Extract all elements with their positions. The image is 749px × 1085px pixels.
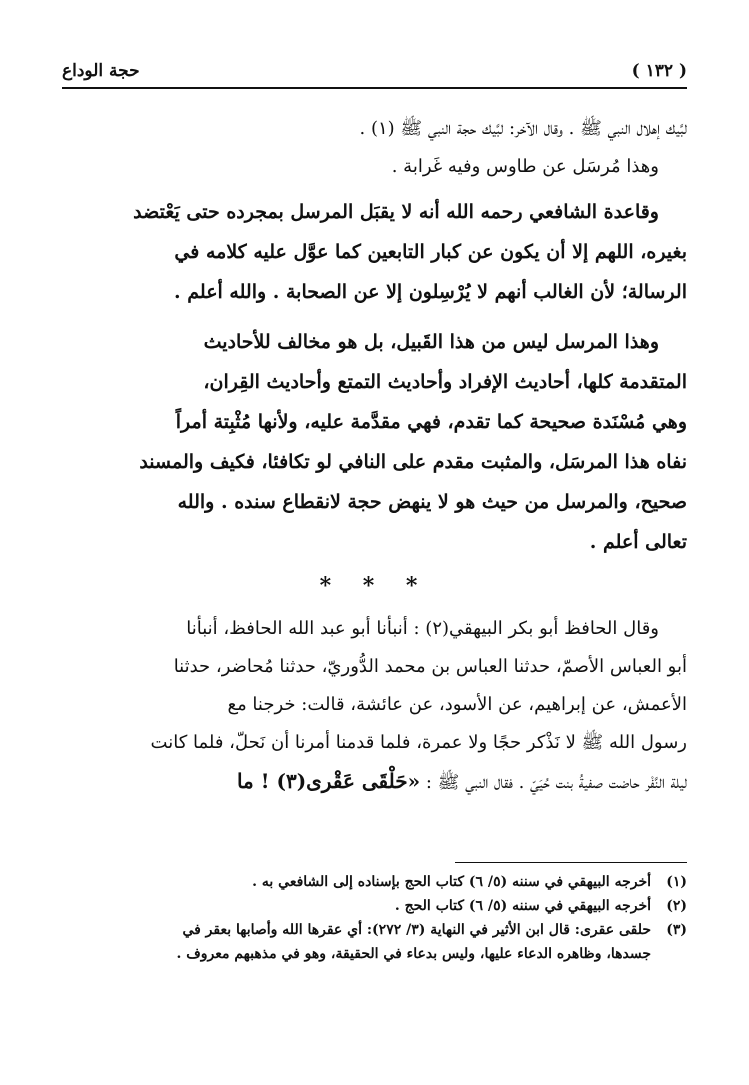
footnote-text: حلقى عقرى: قال ابن الأثير في النهاية (٣/ ٢٧٢): أي عقرها الله وأصابها بعقر في [182, 922, 651, 938]
text-line: لبَّيك إهلال النبي ﷺ . وقال الآخر: لبَّيك حجة النبي ﷺ (١) . [359, 118, 687, 139]
footnote-3 [62, 918, 687, 942]
text-line: نفاه هذا المرسَل، والمثبت مقدم على النافي لو تكافئا، فكيف والمسند [139, 451, 687, 473]
text-line: الأعمش، عن إبراهيم، عن الأسود، عن عائشة، قالت: خرجنا مع [227, 694, 687, 715]
book-title: حجة الوداع [62, 61, 140, 81]
text-line: وقاعدة الشافعي رحمه الله أنه لا يقبَل المرسل بمجرده حتى يَعْتضد [133, 201, 659, 223]
footnote-rule [455, 862, 687, 863]
footnote-number: (٢) [666, 898, 687, 914]
paragraph-mursal [62, 322, 687, 562]
footnote-text: أخرجه البيهقي في سننه (٥/ ٦) كتاب الحج بإسناده إلى الشافعي به . [252, 874, 651, 890]
text-line [62, 762, 687, 802]
text-line: وقال الحافظ أبو بكر البيهقي(٢) : أنبأنا أبو عبد الله الحافظ، أنبأنا [186, 618, 659, 639]
text-line: أبو العباس الأصمّ، حدثنا العباس بن محمد الدُّوريّ، حدثنا مُحاضر، حدثنا [173, 656, 687, 677]
text-line: وهذا المرسل ليس من هذا القَبيل، بل هو مخالف للأحاديث [203, 331, 659, 353]
text-line: المتقدمة كلها، أحاديث الإفراد وأحاديث التمتع وأحاديث القِران، [203, 371, 687, 393]
text-span: ليلة النَّفْر حاضت صفيةُ بنت حُيَيّ . فقال النبي ﷺ : [420, 772, 687, 793]
paragraph-bayhaqi [62, 610, 687, 802]
page-number: ( ١٣٢ ) [631, 61, 687, 81]
section-separator: * * * [319, 573, 430, 599]
paragraph-shafii-rule [62, 192, 687, 312]
footnote-3-continuation: جسدها، وظاهره الدعاء عليها، وليس بدعاء في الحقيقة، وهو في مذهبهم معروف . [176, 946, 651, 962]
footnote-2 [62, 894, 687, 918]
running-header [62, 58, 687, 84]
footnote-1 [62, 870, 687, 894]
footnote-text: أخرجه البيهقي في سننه (٥/ ٦) كتاب الحج . [394, 898, 651, 914]
text-line: وهي مُسْنَدة صحيحة كما تقدم، فهي مقدَّمة عليه، ولأنها مُثْبِتة أمراً [175, 411, 687, 433]
header-rule [62, 87, 687, 89]
text-line: بغيره، اللهم إلا أن يكون عن كبار التابعين كما عوَّل عليه كلامه في [174, 241, 687, 263]
text-line: صحيح، والمرسل من حيث هو لا ينهض حجة لانقطاع سنده . والله [177, 491, 687, 513]
hadith-quote: «حَلْقَى عَقْرى(٣) ! ما [236, 769, 421, 793]
text-line: وهذا مُرسَل عن طاوس وفيه غَرابة . [391, 156, 659, 177]
footnote-number: (٣) [666, 922, 687, 938]
text-line: تعالى أعلم . [589, 531, 687, 553]
text-line: الرسالة؛ لأن الغالب أنهم لا يُرْسِلون إلا عن الصحابة . والله أعلم . [174, 281, 687, 303]
footnotes [62, 870, 687, 966]
main-text [62, 110, 687, 802]
text-line: رسول الله ﷺ لا نَذْكر حجًا ولا عمرة، فلما قدمنا أمرنا أن نَحلّ، فلما كانت [150, 732, 687, 753]
footnote-number: (١) [666, 874, 687, 890]
